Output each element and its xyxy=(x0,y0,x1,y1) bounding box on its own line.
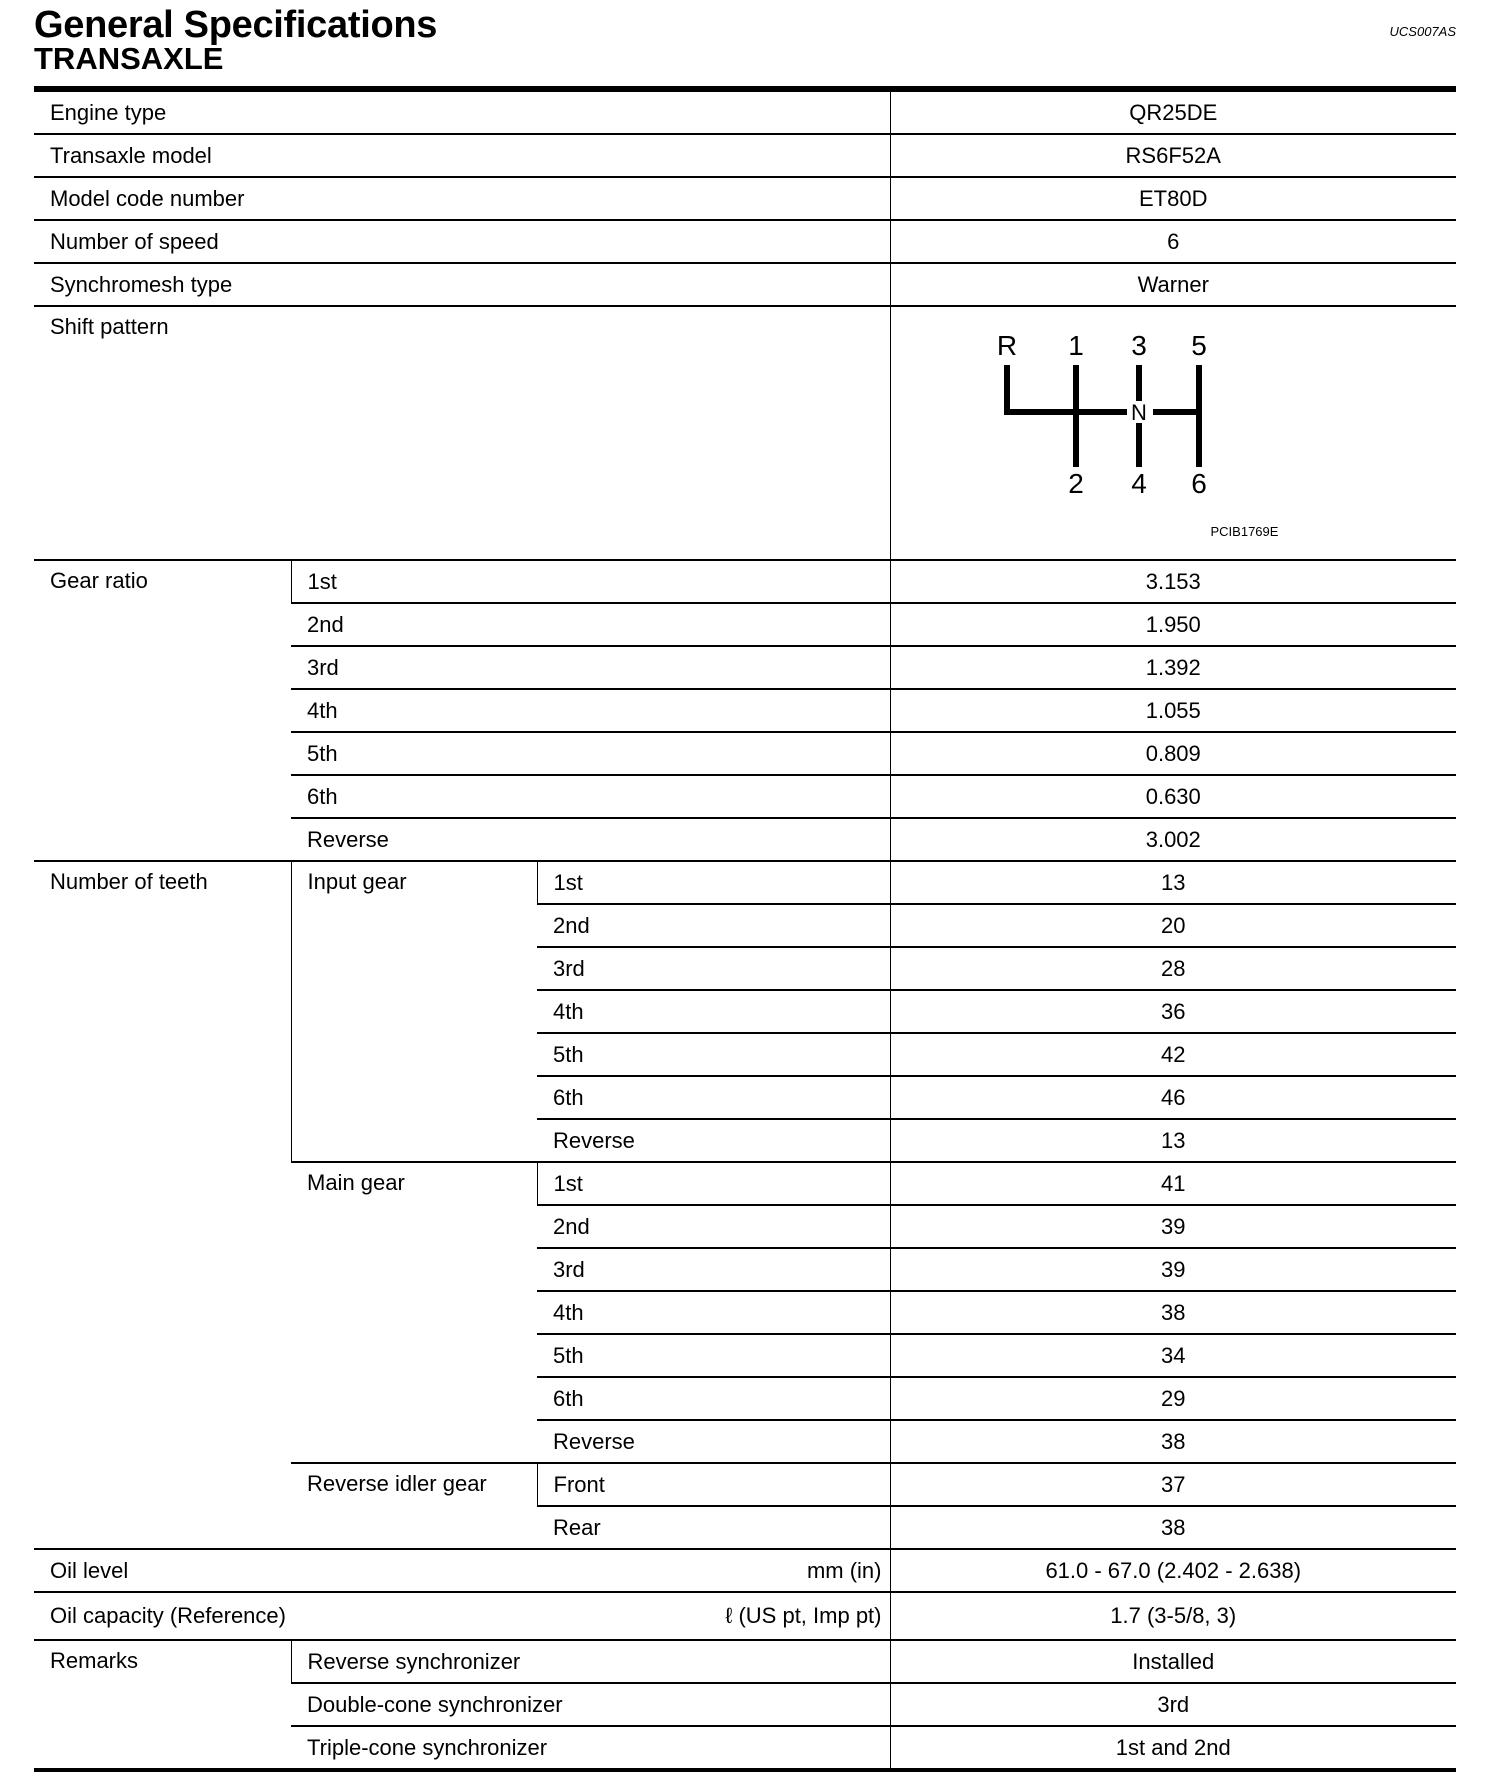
gear-label: 5th xyxy=(537,1334,890,1377)
gear-label: 2nd xyxy=(291,603,890,646)
oil-level-unit: mm (in) xyxy=(806,1557,882,1583)
page-title: General Specifications xyxy=(34,4,438,46)
gear-label: 4th xyxy=(537,990,890,1033)
remark-label: Double-cone synchronizer xyxy=(291,1683,890,1726)
oil-level-label: Oil level xyxy=(50,1557,129,1583)
table-row xyxy=(34,220,1456,263)
gear-ratio-value: 1.392 xyxy=(890,646,1456,689)
table-row xyxy=(34,306,1456,560)
shift-label-r: R xyxy=(996,330,1017,361)
remark-value: 1st and 2nd xyxy=(890,1726,1456,1770)
table-row xyxy=(34,861,1456,904)
table-row xyxy=(34,263,1456,306)
shift-pattern-svg xyxy=(891,307,1457,552)
row-label: Synchromesh type xyxy=(34,263,890,306)
gear-label: 6th xyxy=(537,1377,890,1420)
teeth-value: 29 xyxy=(890,1377,1456,1420)
teeth-value: 38 xyxy=(890,1291,1456,1334)
oil-capacity-cell xyxy=(34,1592,890,1640)
row-value: ET80D xyxy=(890,177,1456,220)
teeth-value: 46 xyxy=(890,1076,1456,1119)
shift-label-3: 3 xyxy=(1130,330,1147,361)
gear-label: 3rd xyxy=(537,947,890,990)
gear-label: 5th xyxy=(291,732,890,775)
row-label: Transaxle model xyxy=(34,134,890,177)
teeth-value: 38 xyxy=(890,1420,1456,1463)
oil-level-cell xyxy=(34,1549,890,1592)
teeth-value: 42 xyxy=(890,1033,1456,1076)
gear-label: Reverse xyxy=(291,818,890,861)
row-value: 6 xyxy=(890,220,1456,263)
row-label: Engine type xyxy=(34,91,890,134)
row-label: Model code number xyxy=(34,177,890,220)
gear-label: 4th xyxy=(537,1291,890,1334)
shift-label-1: 1 xyxy=(1067,330,1084,361)
gear-ratio-value: 0.630 xyxy=(890,775,1456,818)
teeth-value: 34 xyxy=(890,1334,1456,1377)
gear-label: 5th xyxy=(537,1033,890,1076)
oil-capacity-unit: ℓ (US pt, Imp pt) xyxy=(725,1603,882,1628)
table-row xyxy=(34,1592,1456,1640)
group-label-teeth: Number of teeth xyxy=(34,861,291,1549)
gear-label: 1st xyxy=(537,861,890,904)
teeth-value: 38 xyxy=(890,1506,1456,1549)
remark-label: Triple-cone synchronizer xyxy=(291,1726,890,1770)
teeth-value: 20 xyxy=(890,904,1456,947)
gear-label: 2nd xyxy=(537,904,890,947)
teeth-value: 37 xyxy=(890,1463,1456,1506)
teeth-value: 39 xyxy=(890,1248,1456,1291)
gear-label: 2nd xyxy=(537,1205,890,1248)
gear-ratio-value: 3.002 xyxy=(890,818,1456,861)
shift-pattern-cell xyxy=(890,306,1456,560)
shift-label-5: 5 xyxy=(1190,330,1207,361)
shift-label-2: 2 xyxy=(1067,468,1084,499)
group-label-gear-ratio: Gear ratio xyxy=(34,560,291,861)
gear-label: 1st xyxy=(291,560,890,603)
remark-value: Installed xyxy=(890,1640,1456,1683)
teeth-value: 13 xyxy=(890,861,1456,904)
gear-label: 3rd xyxy=(537,1248,890,1291)
remark-label: Reverse synchronizer xyxy=(291,1640,890,1683)
teeth-value: 28 xyxy=(890,947,1456,990)
shift-pattern-diagram xyxy=(891,307,1457,552)
gear-label: 6th xyxy=(291,775,890,818)
row-value: Warner xyxy=(890,263,1456,306)
oil-capacity-value: 1.7 (3-5/8, 3) xyxy=(890,1592,1456,1640)
subgroup-label-main-gear: Main gear xyxy=(291,1162,537,1463)
shift-label-6: 6 xyxy=(1190,468,1207,499)
gear-label: Rear xyxy=(537,1506,890,1549)
remark-value: 3rd xyxy=(890,1683,1456,1726)
figure-code: PCIB1769E xyxy=(1210,524,1279,539)
row-value: QR25DE xyxy=(890,91,1456,134)
gear-label: 3rd xyxy=(291,646,890,689)
shift-label-4: 4 xyxy=(1130,468,1147,499)
gear-ratio-value: 1.950 xyxy=(890,603,1456,646)
table-row xyxy=(34,91,1456,134)
teeth-value: 41 xyxy=(890,1162,1456,1205)
teeth-value: 36 xyxy=(890,990,1456,1033)
table-row xyxy=(34,134,1456,177)
teeth-value: 13 xyxy=(890,1119,1456,1162)
row-value: RS6F52A xyxy=(890,134,1456,177)
gear-ratio-value: 3.153 xyxy=(890,560,1456,603)
oil-level-value: 61.0 - 67.0 (2.402 - 2.638) xyxy=(890,1549,1456,1592)
oil-capacity-label: Oil capacity (Reference) xyxy=(50,1603,286,1628)
gear-label: Reverse xyxy=(537,1420,890,1463)
table-row xyxy=(34,177,1456,220)
row-label: Shift pattern xyxy=(34,306,890,560)
gear-label: 6th xyxy=(537,1076,890,1119)
gear-label: Front xyxy=(537,1463,890,1506)
spec-table xyxy=(34,90,1456,1772)
shift-label-neutral: N xyxy=(1130,400,1147,425)
gear-ratio-value: 0.809 xyxy=(890,732,1456,775)
gear-label: 1st xyxy=(537,1162,890,1205)
section-subtitle: TRANSAXLE xyxy=(34,41,224,76)
table-row xyxy=(34,560,1456,603)
subgroup-label-input-gear: Input gear xyxy=(291,861,537,1162)
table-row xyxy=(34,1549,1456,1592)
subgroup-label-reverse-idler: Reverse idler gear xyxy=(291,1463,537,1549)
gear-label: 4th xyxy=(291,689,890,732)
table-row xyxy=(34,1640,1456,1683)
row-label: Number of speed xyxy=(34,220,890,263)
group-label-remarks: Remarks xyxy=(34,1640,291,1770)
gear-label: Reverse xyxy=(537,1119,890,1162)
gear-ratio-value: 1.055 xyxy=(890,689,1456,732)
teeth-value: 39 xyxy=(890,1205,1456,1248)
section-code: UCS007AS xyxy=(1389,24,1456,39)
